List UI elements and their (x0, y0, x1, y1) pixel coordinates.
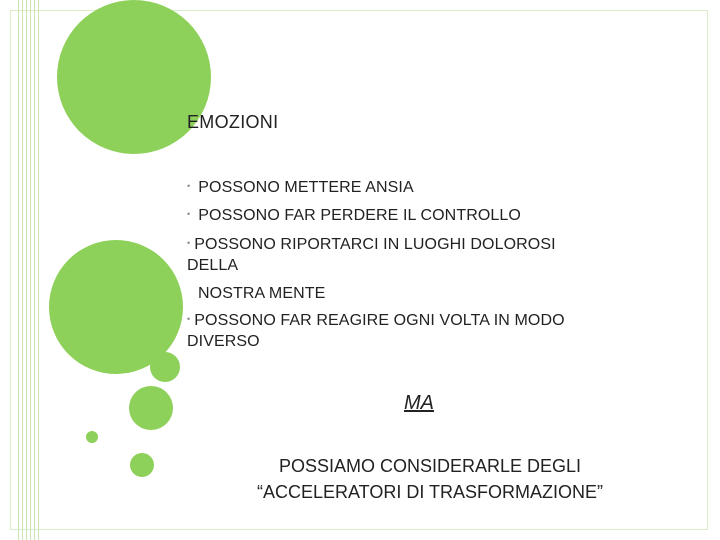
decorative-line (30, 0, 31, 540)
bullet-item (187, 179, 414, 197)
bullet-text: POSSONO RIPORTARCI IN LUOGHI DOLOROSI (194, 236, 556, 253)
bullet-dot: • (187, 209, 191, 219)
closing-line: “ACCELERATORI DI TRASFORMAZIONE” (256, 482, 604, 502)
decorative-line (18, 0, 19, 540)
decorative-circle-small (129, 386, 173, 430)
decorative-line (38, 0, 39, 540)
slide-title: EMOZIONI (187, 112, 279, 132)
closing-line: POSSIAMO CONSIDERARLE DEGLI (278, 456, 582, 476)
bullet-item (187, 236, 556, 254)
closing-statement (205, 453, 655, 505)
decorative-circle-small (130, 453, 154, 477)
bullet-dot: • (187, 181, 191, 191)
decorative-line (34, 0, 35, 540)
bullet-continuation: DIVERSO (187, 333, 260, 350)
bullet-item (187, 207, 521, 225)
decorative-line (22, 0, 23, 540)
bullet-text: POSSONO FAR PERDERE IL CONTROLLO (198, 207, 521, 224)
bullet-continuation: DELLA (187, 257, 239, 274)
decorative-dot (86, 431, 98, 443)
decorative-line (26, 0, 27, 540)
bullet-item (187, 312, 565, 330)
bullet-dot: • (187, 314, 191, 324)
bullet-text: POSSONO METTERE ANSIA (198, 179, 414, 196)
bullet-text: POSSONO FAR REAGIRE OGNI VOLTA IN MODO (194, 312, 565, 329)
decorative-circle-small (150, 352, 180, 382)
bullet-continuation: NOSTRA MENTE (198, 285, 326, 302)
bullet-dot: • (187, 238, 191, 248)
connector-text: MA (404, 392, 434, 414)
